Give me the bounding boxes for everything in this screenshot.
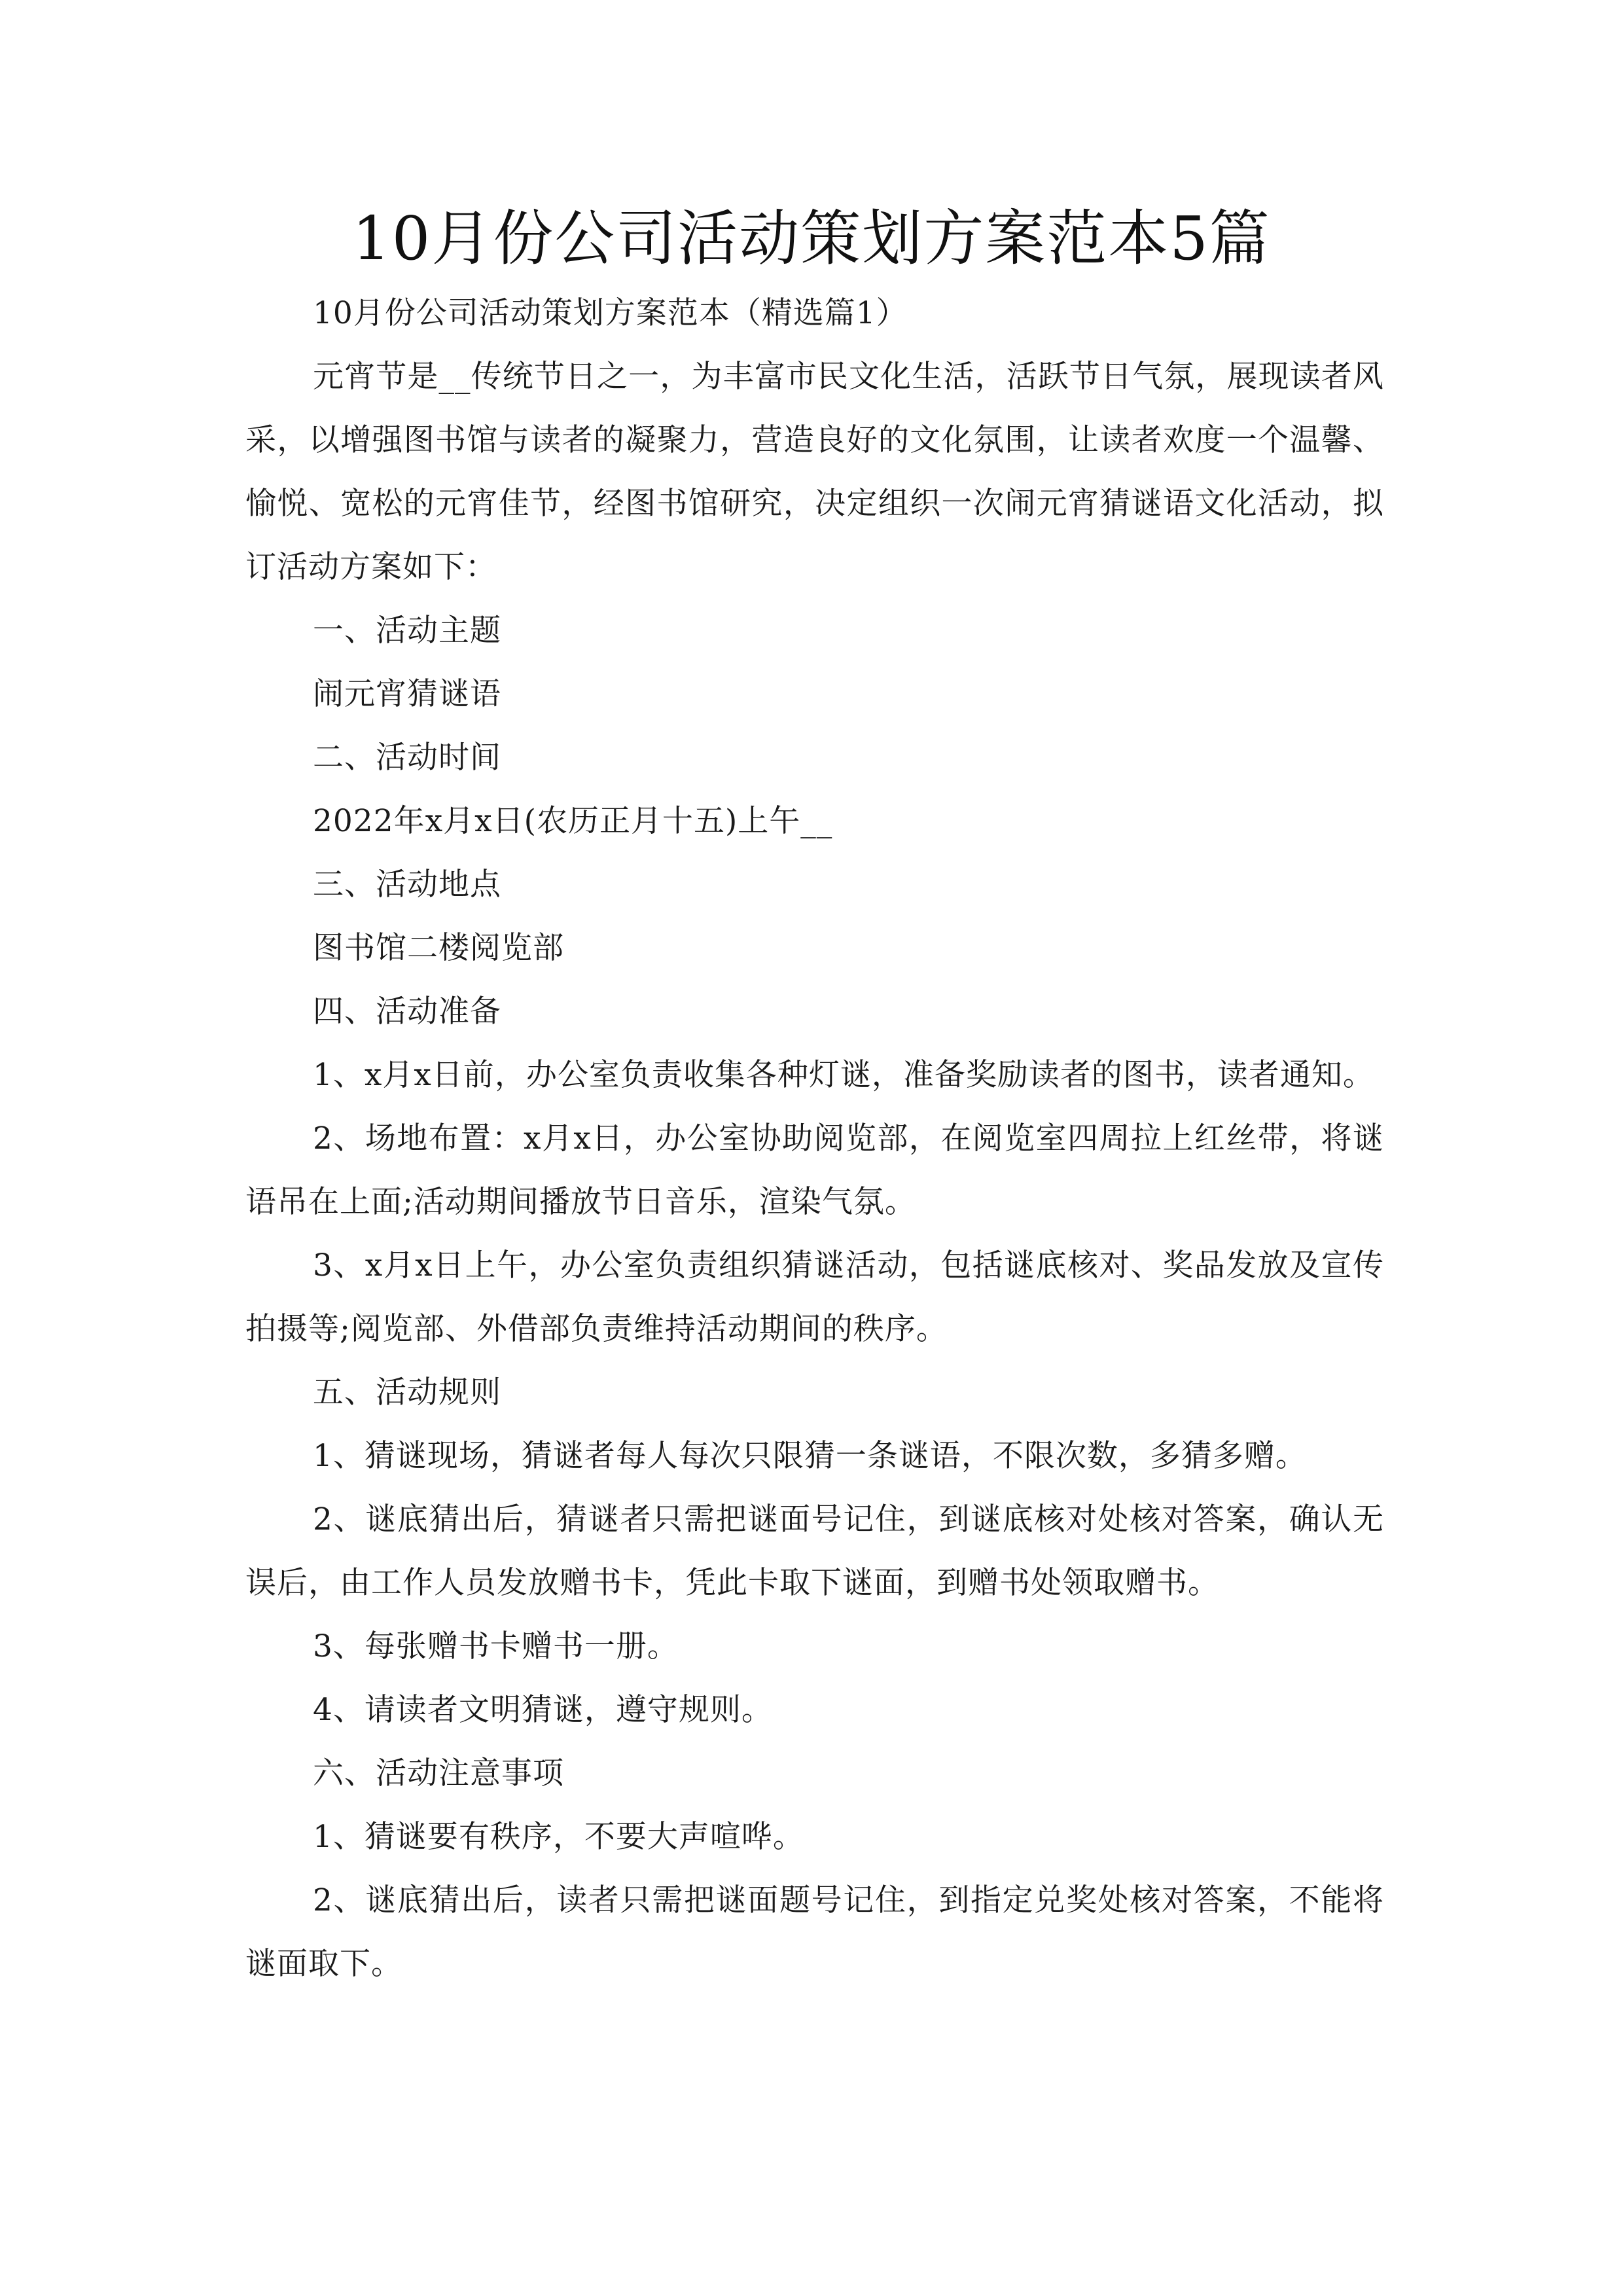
list-item: 1、猜谜要有秩序，不要大声喧哗。: [313, 1819, 804, 1855]
subtitle-paragraph: 10月份公司活动策划方案范本（精选篇1）: [313, 295, 908, 331]
list-item: 1、x月x日前，办公室负责收集各种灯谜，准备奖励读者的图书，读者通知。: [313, 1057, 1374, 1093]
section-heading: 二、活动时间: [313, 740, 501, 776]
list-item: 2、场地布置：x月x日，办公室协助阅览部，在阅览室四周拉上红丝带，将谜语吊在上面;活动期间播放节日音乐，渲染气氛。: [245, 1121, 1384, 1220]
list-item: 3、每张赠书卡赠书一册。: [313, 1628, 679, 1664]
section-heading: 四、活动准备: [313, 994, 501, 1030]
list-item: 1、猜谜现场，猜谜者每人每次只限猜一条谜语，不限次数，多猜多赠。: [313, 1438, 1307, 1474]
paragraph: 闹元宵猜谜语: [313, 676, 501, 712]
list-item: 2、谜底猜出后，猜谜者只需把谜面号记住，到谜底核对处核对答案，确认无误后，由工作人员发放赠书卡，凭此卡取下谜面，到赠书处领取赠书。: [245, 1501, 1384, 1601]
section-heading: 六、活动注意事项: [313, 1755, 564, 1791]
paragraph: 图书馆二楼阅览部: [313, 930, 564, 966]
list-item: 4、请读者文明猜谜，遵守规则。: [313, 1692, 773, 1728]
document-title: 10月份公司活动策划方案范本5篇: [352, 204, 1271, 274]
list-item: 2、谜底猜出后，读者只需把谜面题号记住，到指定兑奖处核对答案，不能将谜面取下。: [245, 1882, 1384, 1982]
section-heading: 一、活动主题: [313, 613, 501, 649]
intro-paragraph: 元宵节是__传统节日之一，为丰富市民文化生活，活跃节日气氛，展现读者风采，以增强图书馆与读者的凝聚力，营造良好的文化氛围，让读者欢度一个温馨、愉悦、宽松的元宵佳节，经图书馆研究，决定组织一次闹元宵猜谜语文化活动，拟订活动方案如下：: [245, 359, 1384, 585]
list-item: 3、x月x日上午，办公室负责组织猜谜活动，包括谜底核对、奖品发放及宣传拍摄等;阅览部、外借部负责维持活动期间的秩序。: [245, 1247, 1384, 1347]
document-body: [245, 281, 1384, 1996]
paragraph: 2022年x月x日(农历正月十五)上午__: [313, 803, 833, 839]
section-heading: 三、活动地点: [313, 867, 501, 903]
section-heading: 五、活动规则: [313, 1374, 501, 1410]
